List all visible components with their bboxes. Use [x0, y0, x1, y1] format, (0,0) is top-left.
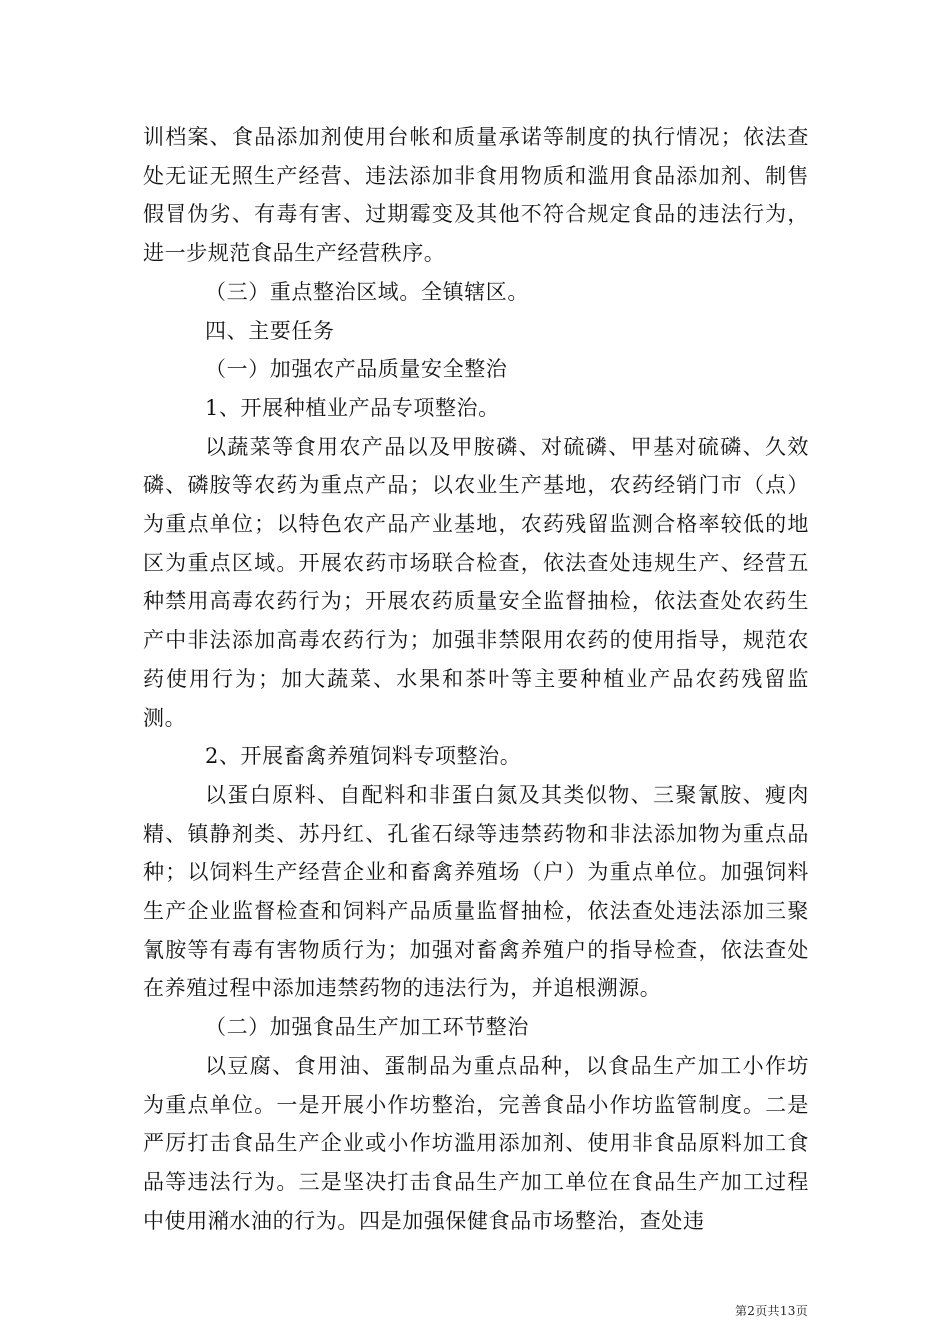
- section-heading: （二）加强食品生产加工环节整治: [205, 1015, 529, 1040]
- section-heading: （三）重点整治区域。全镇辖区。: [205, 279, 529, 304]
- document-body: [143, 118, 809, 1240]
- body-paragraph: 以豆腐、食用油、蛋制品为重点品种，以食品生产加工小作坊为重点单位。一是开展小作坊整治，完善食品小作坊监管制度。二是严厉打击食品生产企业或小作坊滥用添加剂、使用非食品原料加工食品等违法行为。三是坚决打击食品生产加工单位在食品生产加工过程中使用潲水油的行为。四是加强保健食品市场整治，查处违: [143, 1053, 809, 1233]
- body-paragraph: 以蔬菜等食用农产品以及甲胺磷、对硫磷、甲基对硫磷、久效磷、磷胺等农药为重点产品；以农业生产基地，农药经销门市（点）为重点单位；以特色农产品产业基地，农药残留监测合格率较低的地区为重点区域。开展农药市场联合检查，依法查处违规生产、经营五种禁用高毒农药行为；开展农药质量安全监督抽检，依法查处农药生产中非法添加高毒农药行为；加强非禁限用农药的使用指导，规范农药使用行为；加大蔬菜、水果和茶叶等主要种植业产品农药残留监测。: [143, 434, 809, 730]
- section-heading: 1、开展种植业产品专项整治。: [205, 395, 500, 420]
- body-paragraph: 以蛋白原料、自配料和非蛋白氮及其类似物、三聚氰胺、瘦肉精、镇静剂类、苏丹红、孔雀石绿等违禁药物和非法添加物为重点品种；以饲料生产经营企业和畜禽养殖场（户）为重点单位。加强饲料生产企业监督检查和饲料产品质量监督抽检，依法查处违法添加三聚氰胺等有毒有害物质行为；加强对畜禽养殖户的指导检查，依法查处在养殖过程中添加违禁药物的违法行为，并追根溯源。: [143, 782, 809, 1001]
- page-number: 第2页共13页: [734, 1304, 808, 1318]
- body-paragraph: 训档案、食品添加剂使用台帐和质量承诺等制度的执行情况；依法查处无证无照生产经营、违法添加非食用物质和滥用食品添加剂、制售假冒伪劣、有毒有害、过期霉变及其他不符合规定食品的违法行为，进一步规范食品生产经营秩序。: [143, 125, 809, 266]
- section-heading: 四、主要任务: [205, 318, 335, 343]
- section-heading: 2、开展畜禽养殖饲料专项整治。: [205, 744, 522, 769]
- section-heading: （一）加强农产品质量安全整治: [205, 357, 508, 382]
